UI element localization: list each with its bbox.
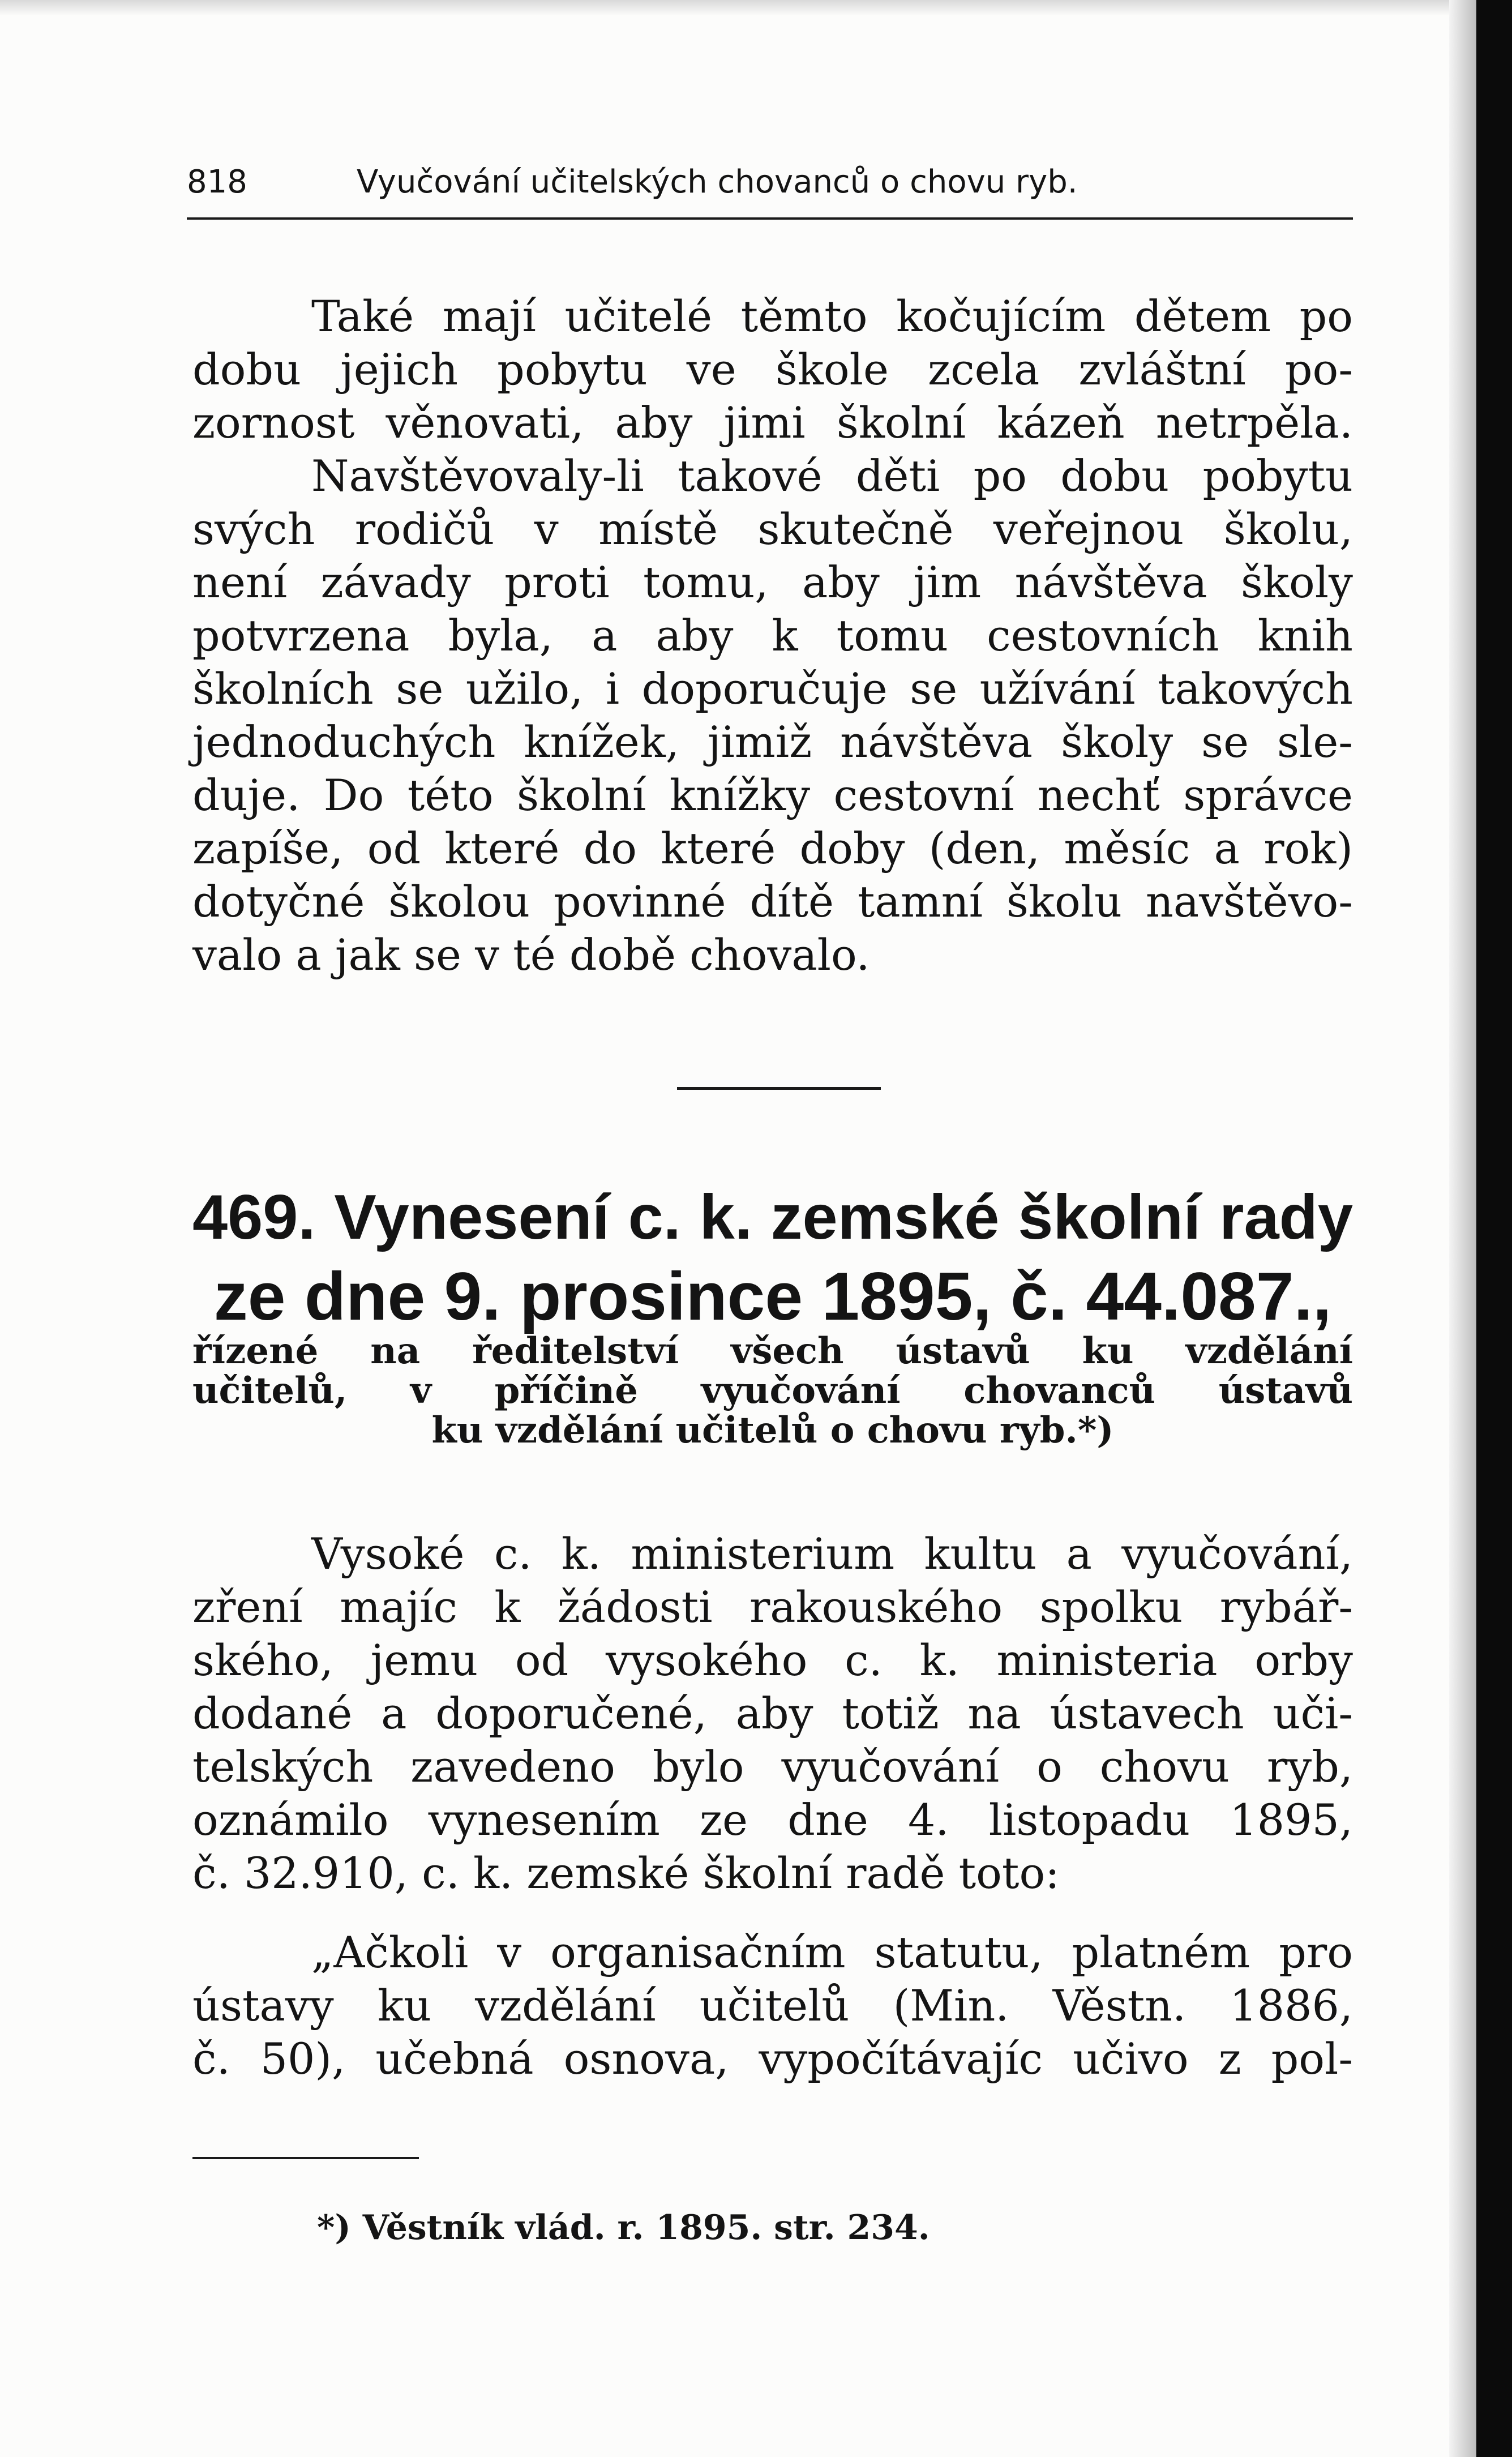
paragraph-4 [192,1926,1353,2086]
section-heading [192,1178,1353,1336]
text-line: svých rodičů v místě skutečně veřejnou školu, [192,504,1353,554]
text-line: jednoduchých knížek, jimiž návštěva školy se sle- [192,717,1353,767]
footnote-rule [192,2157,419,2159]
text-line: telských zavedeno bylo vyučování o chovu ryb, [192,1741,1353,1792]
text-line: zornost věnovati, aby jimi školní kázeň netrpěla. [192,397,1353,448]
heading-caption [192,1332,1353,1450]
text-line: „Ačkoli v organisačním statutu, platném pro [311,1927,1353,1977]
scan-top-shadow [0,0,1476,16]
text-line: valo a jak se v té době chovalo. [192,930,870,980]
text-line: dobu jejich pobytu ve škole zcela zvláštní po- [192,344,1353,395]
heading-line-2: ze dne 9. prosince 1895, č. 44.087., [213,1259,1332,1334]
page-number: 818 [187,164,247,200]
text-line: školních se užilo, i doporučuje se užívání takových [192,664,1353,714]
text-line: dodané a doporučené, aby totiž na ústavech uči- [192,1688,1353,1739]
text-line: potvrzena byla, a aby k tomu cestovních knih [192,610,1353,661]
paragraph-2 [192,450,1353,982]
header-rule [187,217,1353,220]
heading-line-1: 469. Vynesení c. k. zemské školní rady [192,1182,1353,1252]
caption-line: řízené na ředitelství všech ústavů ku vzdělání [192,1330,1353,1372]
text-line: č. 32.910, c. k. zemské školní radě toto: [192,1848,1060,1898]
text-line: Navštěvovaly-li takové děti po dobu pobytu [311,451,1353,501]
text-line: Také mají učitelé těmto kočujícím dětem po [311,291,1353,341]
scan-edge-border [1476,0,1512,2457]
text-line: ského, jemu od vysokého c. k. ministeria orby [192,1635,1353,1685]
text-line: č. 50), učebná osnova, vypočítávajíc učivo z pol- [192,2034,1353,2084]
section-separator [677,1087,881,1090]
scan-edge-shadow [1449,0,1476,2457]
text-line: není závady proti tomu, aby jim návštěva školy [192,557,1353,607]
text-line: duje. Do této školní knížky cestovní nechť správce [192,770,1353,820]
text-line: zření majíc k žádosti rakouského spolku rybář- [192,1582,1353,1632]
text-line: Vysoké c. k. ministerium kultu a vyučování, [311,1529,1353,1579]
text-line: oznámilo vynesením ze dne 4. listopadu 1895, [192,1795,1353,1845]
paragraph-3 [192,1527,1353,1900]
text-line: dotyčné školou povinné dítě tamní školu navštěvo- [192,876,1353,927]
running-header [187,160,1353,205]
running-title: Vyučování učitelských chovanců o chovu ryb. [357,164,1078,200]
paragraph-1 [192,290,1353,450]
caption-line: učitelů, v příčině vyučování chovanců ústavů [192,1369,1353,1412]
text-line: zapíše, od které do které doby (den, měsíc a rok) [192,823,1353,874]
caption-line: ku vzdělání učitelů o chovu ryb.*) [431,1409,1114,1452]
footnote: *) Věstník vlád. r. 1895. str. 234. [317,2208,930,2248]
text-line: ústavy ku vzdělání učitelů (Min. Věstn. 1886, [192,1980,1353,2031]
